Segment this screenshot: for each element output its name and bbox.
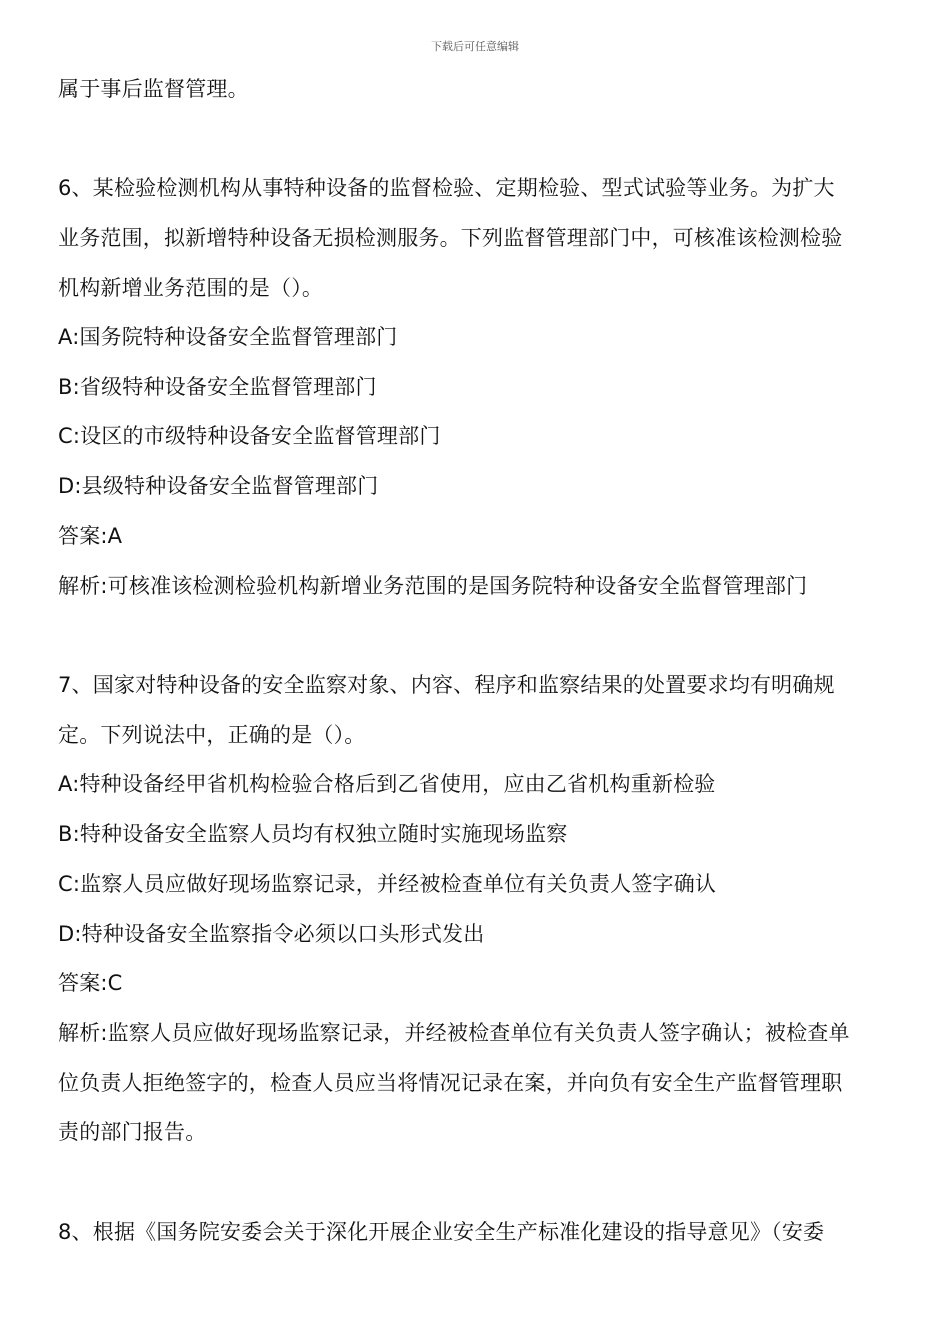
question-6-stem: 6、某检验检测机构从事特种设备的监督检验、定期检验、型式试验等业务。为扩大 (58, 176, 835, 200)
text-line: 属于事后监督管理。 (58, 77, 249, 101)
question-6-option-c: C:设区的市级特种设备安全监督管理部门 (58, 424, 441, 448)
question-7-option-d: D:特种设备安全监察指令必须以口头形式发出 (58, 922, 485, 946)
question-6-explanation: 解析:可核准该检测检验机构新增业务范围的是国务院特种设备安全监督管理部门 (58, 574, 808, 598)
question-6-stem: 机构新增业务范围的是（）。 (58, 276, 324, 300)
question-8-stem: 8、根据《国务院安委会关于深化开展企业安全生产标准化建设的指导意见》（安委 (58, 1220, 825, 1244)
question-7-stem: 7、国家对特种设备的安全监察对象、内容、程序和监察结果的处置要求均有明确规 (58, 673, 835, 697)
question-7-option-a: A:特种设备经甲省机构检验合格后到乙省使用，应由乙省机构重新检验 (58, 772, 716, 796)
question-7-explanation: 位负责人拒绝签字的，检查人员应当将情况记录在案，并向负有安全生产监督管理职 (58, 1071, 843, 1095)
question-7-explanation: 责的部门报告。 (58, 1120, 207, 1144)
question-6-stem: 业务范围，拟新增特种设备无损检测服务。下列监督管理部门中，可核准该检测检验 (58, 226, 843, 250)
page-header: 下载后可任意编辑 (431, 40, 519, 53)
question-6-option-b: B:省级特种设备安全监督管理部门 (58, 375, 377, 399)
question-7-answer: 答案:C (58, 971, 123, 995)
question-7-option-b: B:特种设备安全监察人员均有权独立随时实施现场监察 (58, 822, 568, 846)
question-6-answer: 答案:A (58, 524, 123, 548)
question-7-explanation: 解析:监察人员应做好现场监察记录，并经被检查单位有关负责人签字确认；被检查单 (58, 1021, 850, 1045)
question-6-option-d: D:县级特种设备安全监督管理部门 (58, 474, 379, 498)
question-7-option-c: C:监察人员应做好现场监察记录，并经被检查单位有关负责人签字确认 (58, 872, 717, 896)
question-6-option-a: A:国务院特种设备安全监督管理部门 (58, 325, 398, 349)
question-7-stem: 定。下列说法中，正确的是（）。 (58, 723, 366, 747)
